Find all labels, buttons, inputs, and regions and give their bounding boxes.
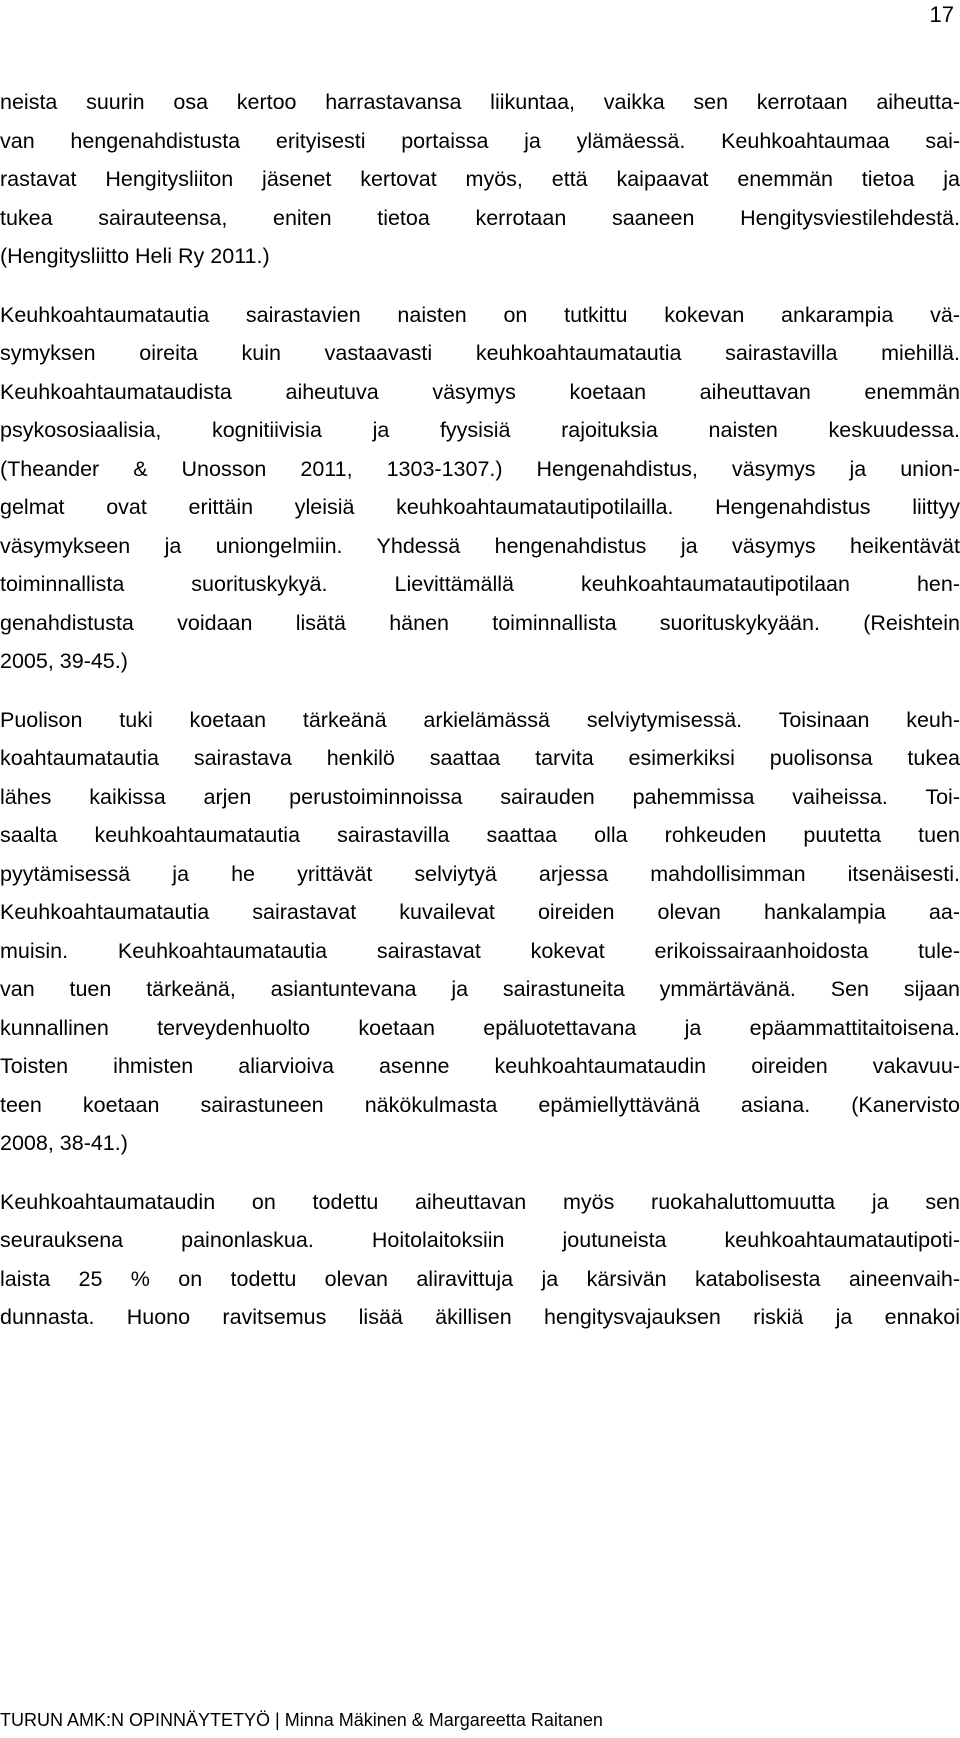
text-line: 2008, 38-41.) [0,1131,128,1155]
text-line: genahdistusta voidaan lisätä hänen toiminnallista suorituskykyään. (Reishtein [0,610,960,635]
text-line: seurauksena painonlaskua. Hoitolaitoksiin joutuneista keuhkoahtaumatautipoti- [0,1228,960,1252]
text-line: van hengenahdistusta erityisesti portaissa ja ylämäessä. Keuhkoahtaumaa sai- [0,128,960,153]
page-footer: TURUN AMK:N OPINNÄYTETYÖ | Minna Mäkinen & Margareetta Raitanen [0,1710,603,1730]
text-line: psykososiaalisia, kognitiivisia ja fyysisiä rajoituksia naisten keskuudessa. [0,418,960,442]
text-line: dunnasta. Huono ravitsemus lisää äkillisen hengitysvajauksen riskiä ja ennakoi [0,1305,960,1329]
text-line: van tuen tärkeänä, asiantuntevana ja sairastuneita ymmärtävänä. Sen sijaan [0,977,960,1001]
text-line: pyytämisessä ja he yrittävät selviytyä arjessa mahdollisimman itsenäisesti. [0,861,960,886]
text-line: Keuhkoahtaumataudin on todettu aiheuttavan myös ruokahaluttomuutta ja sen [0,1189,960,1214]
text-line: tukea sairauteensa, eniten tietoa kerrotaan saaneen Hengitysviestilehdestä. [0,205,960,230]
text-line: 2005, 39-45.) [0,649,128,673]
paragraph [0,296,960,681]
text-line: Keuhkoahtaumatautia sairastavien naisten on tutkittu kokevan ankarampia vä- [0,302,960,327]
text-line: (Hengitysliitto Heli Ry 2011.) [0,244,270,268]
paragraph [0,701,960,1163]
text-line: Puolison tuki koetaan tärkeänä arkielämässä selviytymisessä. Toisinaan keuh- [0,707,960,732]
text-line: koahtaumatautia sairastava henkilö saattaa tarvita esimerkiksi puolisonsa tukea [0,746,960,770]
text-line: laista 25 % on todettu olevan aliravittuja ja kärsivän katabolisesta aineenvaih- [0,1266,960,1291]
text-line: kunnallinen terveydenhuolto koetaan epäluotettavana ja epäammattitaitoisena. [0,1015,960,1040]
text-line: rastavat Hengitysliiton jäsenet kertovat myös, että kaipaavat enemmän tietoa ja [0,167,960,191]
paragraph [0,83,960,276]
text-line: neista suurin osa kertoo harrastavansa liikuntaa, vaikka sen kerrotaan aiheutta- [0,90,960,114]
text-line: lähes kaikissa arjen perustoiminnoissa sairauden pahemmissa vaiheissa. Toi- [0,784,960,809]
text-line: muisin. Keuhkoahtaumatautia sairastavat kokevat erikoissairaanhoidosta tule- [0,938,960,963]
text-line: Keuhkoahtaumataudista aiheutuva väsymys koetaan aiheuttavan enemmän [0,379,960,404]
text-line: toiminnallista suorituskykyä. Lievittämällä keuhkoahtaumatautipotilaan hen- [0,572,960,596]
paragraph [0,1183,960,1337]
text-line: väsymykseen ja uniongelmiin. Yhdessä hengenahdistus ja väsymys heikentävät [0,533,960,558]
page-number: 17 [929,2,954,27]
text-line: gelmat ovat erittäin yleisiä keuhkoahtaumatautipotilailla. Hengenahdistus liittyy [0,495,960,519]
body-text [0,83,960,1357]
text-line: teen koetaan sairastuneen näkökulmasta epämiellyttävänä asiana. (Kanervisto [0,1092,960,1117]
text-line: (Theander & Unosson 2011, 1303-1307.) Hengenahdistus, väsymys ja union- [0,456,960,481]
text-line: symyksen oireita kuin vastaavasti keuhkoahtaumatautia sairastavilla miehillä. [0,341,960,365]
text-line: Keuhkoahtaumatautia sairastavat kuvailevat oireiden olevan hankalampia aa- [0,900,960,924]
text-line: saalta keuhkoahtaumatautia sairastavilla saattaa olla rohkeuden puutetta tuen [0,823,960,847]
text-line: Toisten ihmisten aliarvioiva asenne keuhkoahtaumataudin oireiden vakavuu- [0,1054,960,1078]
